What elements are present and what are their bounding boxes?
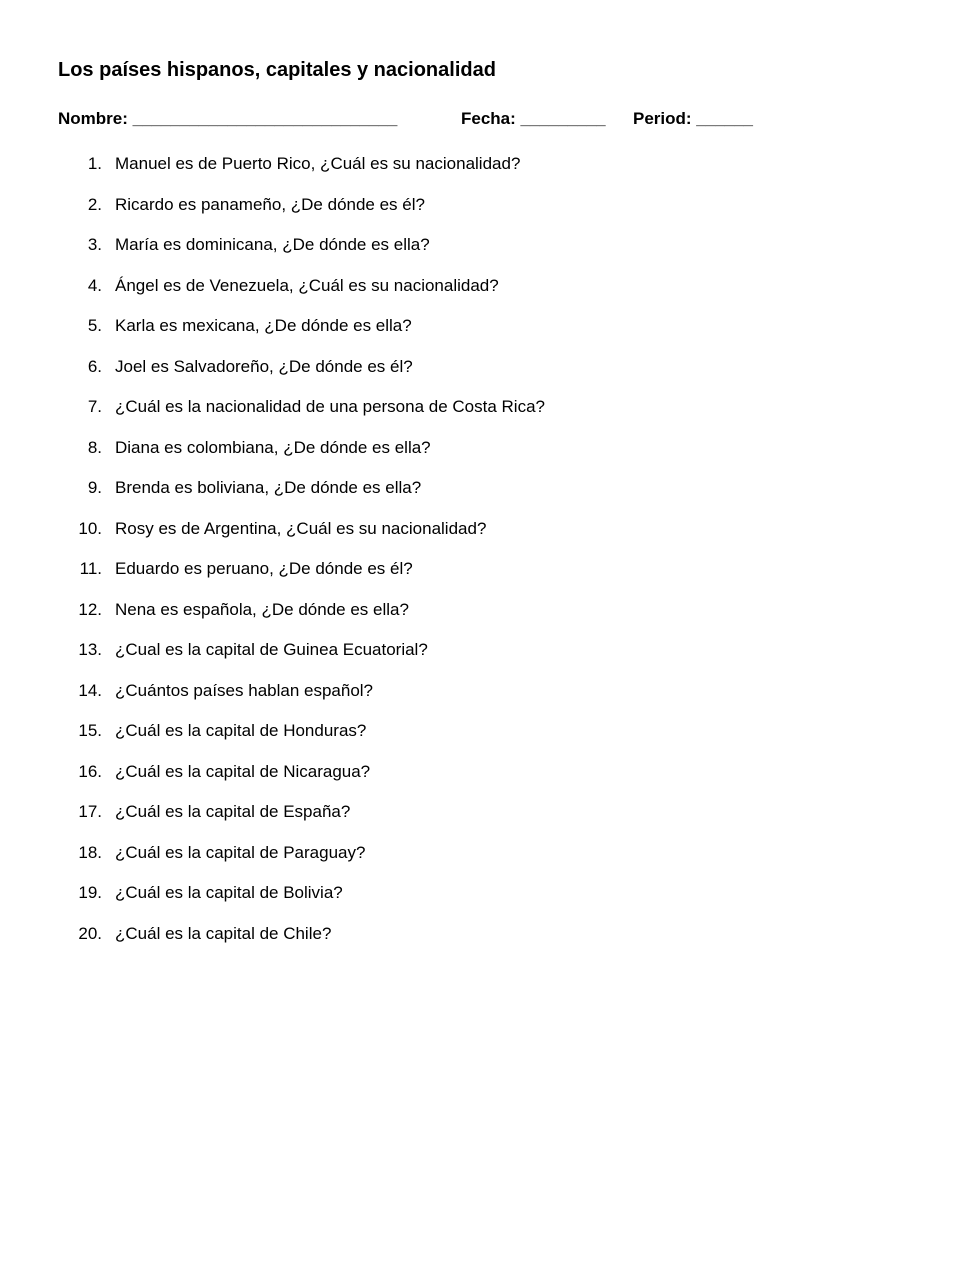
question-text: ¿Cual es la capital de Guinea Ecuatorial? xyxy=(115,640,428,659)
question-text: ¿Cuál es la capital de Paraguay? xyxy=(115,842,366,862)
question-text: ¿Cuál es la capital de Nicaragua? xyxy=(115,761,371,781)
question-number: 11. xyxy=(79,559,102,578)
question-text: ¿Cuál es la capital de España? xyxy=(115,802,351,821)
question-number: 13. xyxy=(78,640,102,659)
question-number: 19. xyxy=(78,883,102,902)
question-text: ¿Cuál es la capital de Honduras? xyxy=(115,721,367,740)
question-text: ¿Cuál es la nacionalidad de una persona de Costa Rica? xyxy=(115,397,545,416)
period-field: Period: ______ xyxy=(633,109,754,128)
question-text: Eduardo es peruano, ¿De dónde es él? xyxy=(115,559,413,578)
question-text: Rosy es de Argentina, ¿Cuál es su nacionalidad? xyxy=(115,518,487,538)
question-text: Nena es española, ¿De dónde es ella? xyxy=(115,599,409,619)
question-number: 15. xyxy=(78,721,102,740)
question-number: 3. xyxy=(87,235,102,254)
question-text: Ricardo es panameño, ¿De dónde es él? xyxy=(115,194,425,214)
question-number: 20. xyxy=(78,923,102,943)
question-number: 8. xyxy=(87,437,102,457)
question-number: 2. xyxy=(87,194,102,214)
question-text: Karla es mexicana, ¿De dónde es ella? xyxy=(115,316,412,335)
question-number: 9. xyxy=(87,478,102,497)
question-number: 17. xyxy=(78,802,102,821)
question-number: 7. xyxy=(87,397,102,416)
question-text: Manuel es de Puerto Rico, ¿Cuál es su nacionalidad? xyxy=(115,154,521,173)
question-text: Diana es colombiana, ¿De dónde es ella? xyxy=(115,437,431,457)
name-field: Nombre: ____________________________ xyxy=(58,109,398,128)
question-number: 4. xyxy=(87,275,102,295)
question-text: Ángel es de Venezuela, ¿Cuál es su nacionalidad? xyxy=(115,275,499,295)
question-number: 12. xyxy=(78,599,102,619)
question-text: ¿Cuál es la capital de Chile? xyxy=(115,923,332,943)
page-title: Los países hispanos, capitales y nacionalidad xyxy=(58,59,496,81)
date-field: Fecha: _________ xyxy=(461,109,606,128)
question-number: 16. xyxy=(78,761,102,781)
question-number: 18. xyxy=(78,842,102,862)
question-number: 1. xyxy=(87,154,102,173)
question-text: ¿Cuál es la capital de Bolivia? xyxy=(115,883,343,902)
question-text: María es dominicana, ¿De dónde es ella? xyxy=(115,235,430,254)
question-text: Joel es Salvadoreño, ¿De dónde es él? xyxy=(115,356,413,376)
question-number: 10. xyxy=(78,518,102,538)
student-info-row xyxy=(58,107,938,131)
question-text: ¿Cuántos países hablan español? xyxy=(115,680,374,700)
question-number: 6. xyxy=(87,356,102,376)
question-number: 5. xyxy=(87,316,102,335)
question-number: 14. xyxy=(78,680,102,700)
question-text: Brenda es boliviana, ¿De dónde es ella? xyxy=(115,478,422,497)
